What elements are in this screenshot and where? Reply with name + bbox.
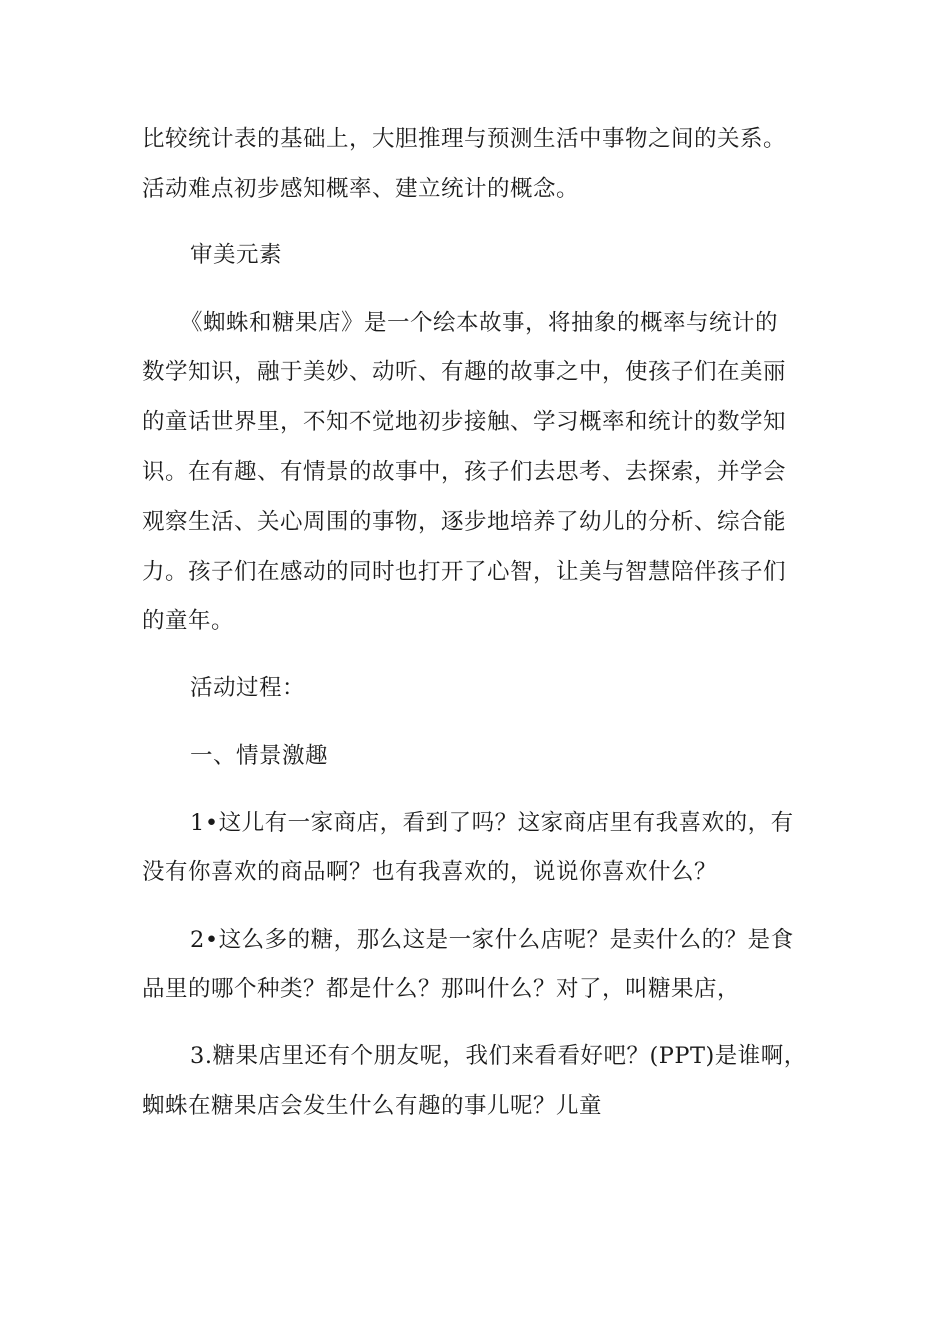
text-line: 1•这儿有一家商店，看到了吗？这家商店里有我喜欢的，有	[190, 810, 794, 836]
text-line: 2•这么多的糖，那么这是一家什么店呢？是卖什么的？是食	[190, 927, 794, 953]
text-line: 3.糖果店里还有个朋友呢，我们来看看好吧？(PPT)是谁啊，	[190, 1043, 807, 1069]
text-line: 品里的哪个种类？都是什么？那叫什么？对了，叫糖果店，	[142, 976, 741, 1002]
text-line: 的童话世界里，不知不觉地初步接触、学习概率和统计的数学知	[142, 409, 787, 435]
text-line: 的童年。	[142, 608, 235, 634]
text-line: 没有你喜欢的商品啊？也有我喜欢的，说说你喜欢什么？	[142, 859, 718, 885]
section-heading: 审美元素	[190, 242, 283, 268]
section-heading: 活动过程：	[190, 675, 306, 701]
text-line: 《蜘蛛和糖果店》是一个绘本故事，将抽象的概率与统计的	[180, 310, 779, 336]
text-line: 比较统计表的基础上，大胆推理与预测生活中事物之间的关系。	[142, 126, 787, 152]
text-line: 识。在有趣、有情景的故事中，孩子们去思考、去探索，并学会	[142, 459, 787, 485]
text-line: 观察生活、关心周围的事物，逐步地培养了幼儿的分析、综合能	[142, 509, 787, 535]
text-line: 力。孩子们在感动的同时也打开了心智，让美与智慧陪伴孩子们	[142, 559, 787, 585]
text-line: 数学知识，融于美妙、动听、有趣的故事之中，使孩子们在美丽	[142, 359, 787, 385]
text-line: 蜘蛛在糖果店会发生什么有趣的事儿呢？儿童	[142, 1093, 603, 1119]
text-line: 活动难点初步感知概率、建立统计的概念。	[142, 176, 580, 202]
section-heading: 一、情景激趣	[190, 743, 329, 769]
